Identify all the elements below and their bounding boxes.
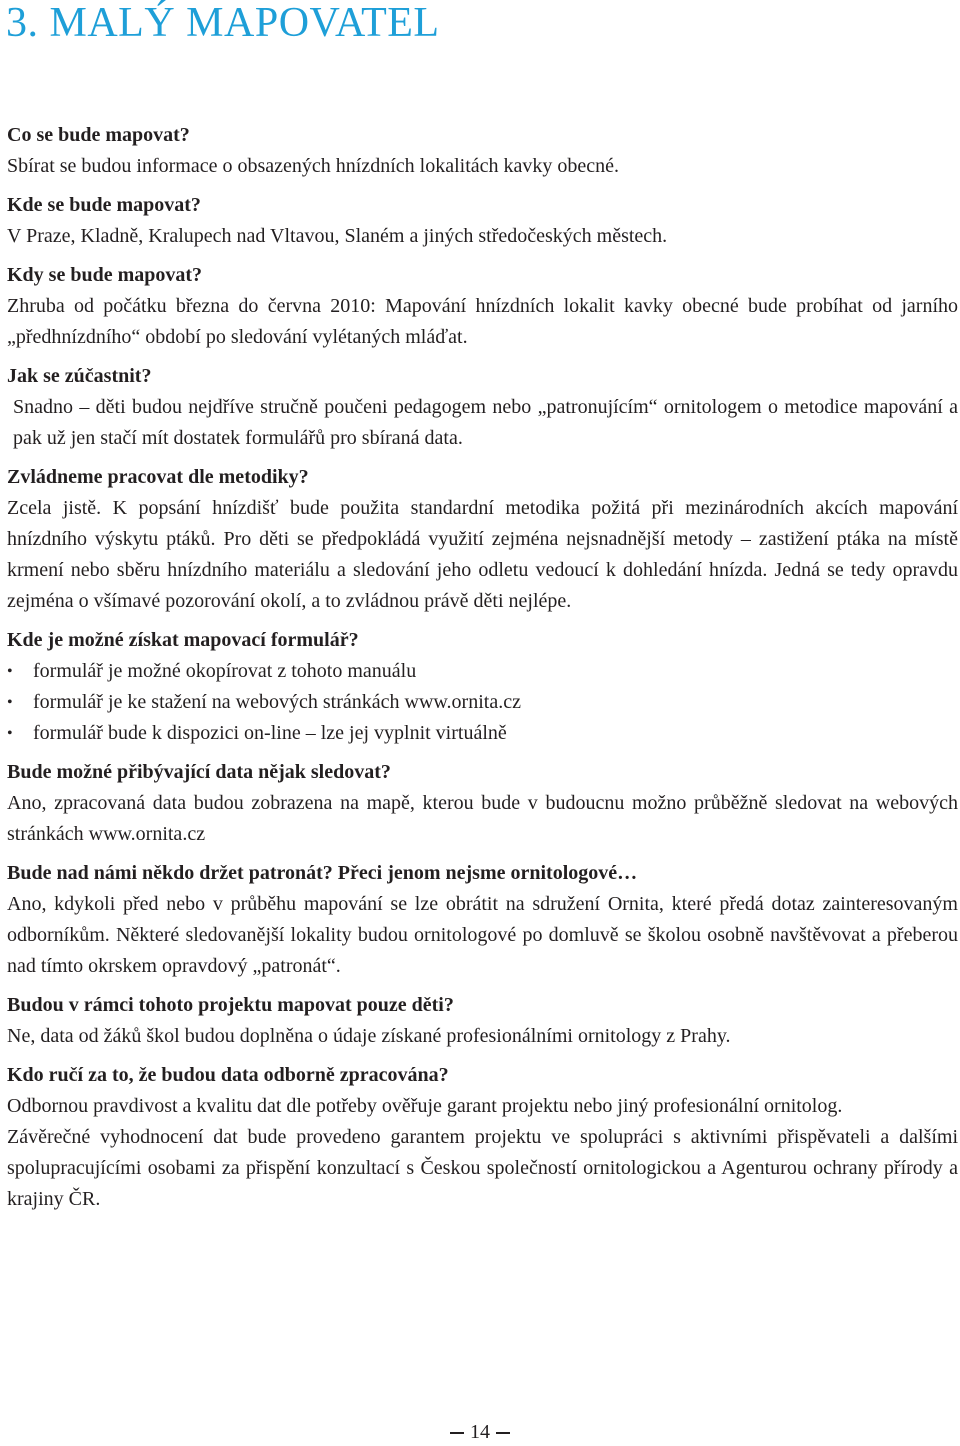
answer-paragraph: Odbornou pravdivost a kvalitu dat dle potřeby ověřuje garant projektu nebo jiný profesionální ornitolog. [7,1095,843,1117]
section-who-maps [7,990,958,1052]
answer-paragraph: Snadno – děti budou nejdříve stručně poučeni pedagogem nebo „patronujícím“ ornitologem o metodice mapování a pak už jen stačí mít dostatek formulářů pro sbíraná data. [13,396,958,449]
list-item [7,656,958,687]
section-what [7,120,958,182]
dash-icon [496,1432,510,1434]
answer-paragraph: Zcela jistě. K popsání hnízdišť bude použita standardní metodika požitá při mezinárodních akcích mapování hnízdního výskytu ptáků. Pro děti se předpokládá využití zejména nejsnadnější metody – zastižení ptáka na místě krmení nebo sběru hnízdního materiálu a sledování jeho odletu vedoucí k dohledání hnízda. Jedná se tedy opravdu zejména o všímavé pozorování okolí, a to zvládnou právě děti nejlépe. [7,497,958,612]
question-heading: Bude nad námi někdo držet patronát? Přeci jenom nejsme ornitologové… [7,862,638,884]
page-footer [0,1418,960,1446]
page-number: 14 [470,1421,490,1443]
answer-paragraph: Ne, data od žáků škol budou doplněna o údaje získané profesionálními ornitology z Prahy. [7,1025,731,1047]
question-heading: Kdy se bude mapovat? [7,264,203,286]
question-heading: Budou v rámci tohoto projektu mapovat pouze děti? [7,994,454,1016]
question-heading: Bude možné přibývající data nějak sledovat? [7,761,391,783]
answer-paragraph: Závěrečné vyhodnocení dat bude provedeno garantem projektu ve spolupráci s aktivními přispěvateli a dalšími spolupracujícími osobami za přispění konzultací s Českou společností ornitologickou a Agenturou ochrany přírody a krajiny ČR. [7,1126,958,1210]
dash-icon [450,1432,464,1434]
list-item-text: formulář bude k dispozici on-line – lze jej vyplnit virtuálně [33,722,507,744]
answer-paragraph: Sbírat se budou informace o obsazených hnízdních lokalitách kavky obecné. [7,155,620,177]
section-methodology [7,462,958,617]
question-heading: Kde je možné získat mapovací formulář? [7,629,359,651]
list-item [7,718,958,749]
section-data-quality [7,1060,958,1215]
answer-paragraph: V Praze, Kladně, Kralupech nad Vltavou, Slaném a jiných středočeských městech. [7,225,668,247]
list-item-text: formulář je možné okopírovat z tohoto manuálu [33,660,417,682]
section-patronage [7,858,958,982]
bullet-list [7,656,958,749]
section-where [7,190,958,252]
list-item-text: formulář je ke stažení na webových stránkách www.ornita.cz [33,691,521,713]
section-tracking [7,757,958,850]
answer-paragraph: Ano, kdykoli před nebo v průběhu mapování se lze obrátit na sdružení Ornita, které předá dotaz zainteresovaným odborníkům. Některé sledovanější lokality budou ornitologové po domluvě se školou osobně navštěvovat a přeberou nad tímto okrskem opravdový „patronát“. [7,893,958,977]
page-title: 3. MALÝ MAPOVATEL [6,0,440,46]
question-heading: Kdo ručí za to, že budou data odborně zpracována? [7,1064,449,1086]
bullet-icon: • [7,725,13,742]
bullet-icon: • [7,663,13,680]
section-how-to-join [7,361,958,454]
question-heading: Jak se zúčastnit? [7,365,152,387]
bullet-icon: • [7,694,13,711]
qa-content [7,120,958,1223]
answer-paragraph: Ano, zpracovaná data budou zobrazena na mapě, kterou bude v budoucnu možno průběžně sledovat na webových stránkách www.ornita.cz [7,792,958,845]
question-heading: Zvládneme pracovat dle metodiky? [7,466,309,488]
question-heading: Co se bude mapovat? [7,124,190,146]
section-form [7,625,958,749]
question-heading: Kde se bude mapovat? [7,194,201,216]
section-when [7,260,958,353]
list-item [7,687,958,718]
answer-paragraph: Zhruba od počátku března do června 2010: Mapování hnízdních lokalit kavky obecné bude probíhat od jarního „předhnízdního“ období po sledování vylétaných mláďat. [7,295,958,348]
